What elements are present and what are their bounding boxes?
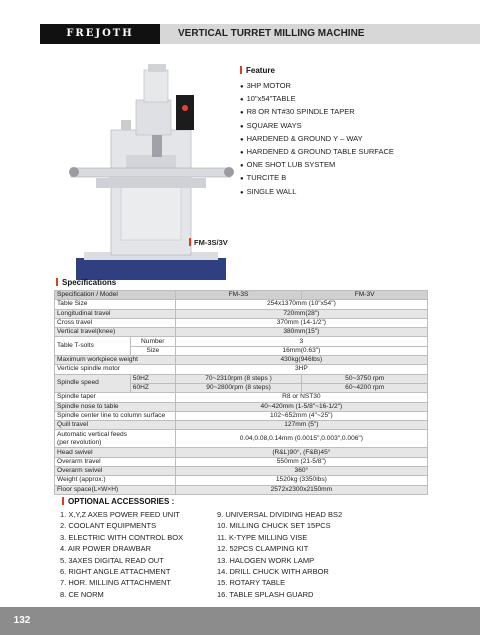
spec-label: Table T-solts bbox=[55, 337, 131, 356]
table-row bbox=[55, 393, 428, 402]
accessories-list-right bbox=[217, 509, 342, 600]
table-row bbox=[55, 402, 428, 411]
accent-mark bbox=[62, 497, 64, 505]
spec-value-fm-3v: 50~3750 rpm bbox=[302, 374, 428, 383]
spec-label-line: (per revolution) bbox=[57, 438, 102, 446]
table-row bbox=[55, 356, 428, 365]
table-row bbox=[55, 337, 428, 346]
spec-value: 40~420mm (1-5/8"~16-1/2") bbox=[175, 402, 427, 411]
feature-item: ● ONE SHOT LUB SYSTEM bbox=[240, 159, 394, 172]
feature-heading bbox=[240, 66, 275, 75]
accent-mark bbox=[189, 238, 191, 246]
specifications-heading-label: Specifications bbox=[62, 278, 117, 287]
milling-machine-image bbox=[66, 60, 241, 290]
list-item: 6. RIGHT ANGLE ATTACHMENT bbox=[60, 567, 171, 577]
list-item: 14. DRILL CHUCK WITH ARBOR bbox=[217, 567, 329, 577]
spec-label: Longitudinal travel bbox=[55, 309, 176, 318]
table-row bbox=[55, 411, 428, 420]
spec-value: 127mm (5") bbox=[175, 421, 427, 430]
accent-mark bbox=[56, 278, 58, 286]
spec-label: Quill travel bbox=[55, 421, 176, 430]
feature-item: ● 10"x54"TABLE bbox=[240, 93, 394, 106]
page-number: 132 bbox=[13, 615, 31, 626]
spec-label-line: Automatic vertical feeds bbox=[57, 430, 127, 438]
spec-label: Head swivel bbox=[55, 448, 176, 457]
table-row bbox=[55, 485, 428, 494]
specifications-table bbox=[54, 290, 428, 495]
spec-value: 2572x2300x2150mm bbox=[175, 485, 427, 494]
table-row bbox=[55, 421, 428, 430]
feature-item: ● R8 OR NT#30 SPINDLE TAPER bbox=[240, 106, 394, 119]
spec-value: 1520kg (3350lbs) bbox=[175, 476, 427, 485]
list-item: 10. MILLING CHUCK SET 15PCS bbox=[217, 521, 331, 531]
spec-value: 430kg(946lbs) bbox=[175, 356, 427, 365]
model-fm-3v: FM-3V bbox=[302, 291, 428, 300]
brand-name: FREJOTH bbox=[66, 28, 134, 39]
feature-item: ● SQUARE WAYS bbox=[240, 120, 394, 133]
spec-label: Spindle nose to table bbox=[55, 402, 176, 411]
accessories-heading-label: OPTIONAL ACCESSORIES : bbox=[68, 497, 175, 506]
feature-item: ● HARDENED & GROUND Y – WAY bbox=[240, 133, 394, 146]
accent-mark bbox=[240, 66, 242, 74]
list-item: 3. ELECTRIC WITH CONTROL BOX bbox=[60, 532, 184, 542]
spec-value-fm-3v: 60~4200 rpm bbox=[302, 383, 428, 392]
spec-value: 720mm(28") bbox=[175, 309, 427, 318]
table-row bbox=[55, 476, 428, 485]
footer-bar bbox=[0, 607, 480, 635]
feature-heading-label: Feature bbox=[246, 66, 275, 75]
table-row bbox=[55, 430, 428, 448]
list-item: 4. AIR POWER DRAWBAR bbox=[60, 544, 151, 554]
spec-label: Overarm swivel bbox=[55, 467, 176, 476]
model-fm-3s: FM-3S bbox=[175, 291, 302, 300]
list-item: 5. 3AXES DIGITAL READ OUT bbox=[60, 555, 164, 565]
spec-label: Table Size bbox=[55, 300, 176, 309]
list-item: 8. CE NORM bbox=[60, 589, 104, 599]
list-item: 16. TABLE SPLASH GUARD bbox=[217, 589, 314, 599]
spec-value: 16mm(0.63") bbox=[175, 346, 427, 355]
list-item: 15. ROTARY TABLE bbox=[217, 578, 286, 588]
spec-value: 370mm (14-1/2") bbox=[175, 318, 427, 327]
spec-value: 3 bbox=[175, 337, 427, 346]
list-item: 13. HALOGEN WORK LAMP bbox=[217, 555, 315, 565]
list-item: 2. COOLANT EQUIPMENTS bbox=[60, 521, 157, 531]
spec-value-fm-3s: 70~2310rpm (8 steps ) bbox=[175, 374, 302, 383]
spec-label: Verticle spindle motor bbox=[55, 365, 176, 374]
spec-sublabel: 50HZ bbox=[130, 374, 175, 383]
spec-value-fm-3s: 90~2800rpm (8 steps) bbox=[175, 383, 302, 392]
spec-label: Spindle taper bbox=[55, 393, 176, 402]
spec-label: Cross travel bbox=[55, 318, 176, 327]
model-caption bbox=[189, 238, 228, 247]
specifications-heading bbox=[56, 278, 116, 287]
table-row bbox=[55, 318, 428, 327]
spec-sublabel: Size bbox=[130, 346, 175, 355]
list-item: 7. HOR. MILLING ATTACHMENT bbox=[60, 578, 171, 588]
accessories-heading bbox=[62, 497, 174, 506]
spec-label: Floor space(L×W×H) bbox=[55, 485, 176, 494]
spec-value: 254x1370mm (10"x54") bbox=[175, 300, 427, 309]
spec-value: 380mm(15") bbox=[175, 328, 427, 337]
spec-label: Overarm travel bbox=[55, 457, 176, 466]
list-item: 1. X,Y,Z AXES POWER FEED UNIT bbox=[60, 510, 180, 519]
spec-value: 3HP bbox=[175, 365, 427, 374]
spec-value: (R&L)90°, (F&B)45° bbox=[175, 448, 427, 457]
table-row bbox=[55, 309, 428, 318]
spec-value: 0.04,0.08,0.14mm (0.0015",0.003",0.006") bbox=[175, 430, 427, 448]
spec-label: Maximum workpiece weight bbox=[55, 356, 176, 365]
feature-item: ● TURCITE B bbox=[240, 172, 394, 185]
page-title: VERTICAL TURRET MILLING MACHINE bbox=[178, 28, 365, 39]
table-row bbox=[55, 467, 428, 476]
spec-sublabel: Number bbox=[130, 337, 175, 346]
feature-list bbox=[240, 80, 394, 199]
spec-label: Weight (approx.) bbox=[55, 476, 176, 485]
table-header-row bbox=[55, 291, 428, 300]
feature-item: ● SINGLE WALL bbox=[240, 186, 394, 199]
spec-value: 102~652mm (4"~25") bbox=[175, 411, 427, 420]
feature-item: ● 3HP MOTOR bbox=[240, 80, 394, 93]
table-row bbox=[55, 328, 428, 337]
spec-label: Vertical travel(knee) bbox=[55, 328, 176, 337]
spec-sublabel: 60HZ bbox=[130, 383, 175, 392]
spec-value: R8 or NST30 bbox=[175, 393, 427, 402]
spec-label: Spindle center line to column surface bbox=[55, 411, 176, 420]
accessories-list-left bbox=[60, 509, 183, 600]
table-row bbox=[55, 365, 428, 374]
list-item: 9. UNIVERSAL DIVIDING HEAD BS2 bbox=[217, 510, 343, 519]
feature-item: ● HARDENED & GROUND TABLE SURFACE bbox=[240, 146, 394, 159]
list-item: 11. K-TYPE MILLING VISE bbox=[217, 532, 308, 542]
spec-label: Spindle speed bbox=[55, 374, 131, 393]
model-caption-label: FM-3S/3V bbox=[194, 238, 228, 247]
table-row bbox=[55, 300, 428, 309]
list-item: 12. 52PCS CLAMPING KIT bbox=[217, 544, 309, 554]
spec-value: 360° bbox=[175, 467, 427, 476]
spec-value: 550mm (21-5/8") bbox=[175, 457, 427, 466]
table-row bbox=[55, 374, 428, 383]
table-row bbox=[55, 448, 428, 457]
spec-label bbox=[55, 430, 176, 448]
spec-header-label: Specification / Model bbox=[55, 291, 176, 300]
table-row bbox=[55, 457, 428, 466]
